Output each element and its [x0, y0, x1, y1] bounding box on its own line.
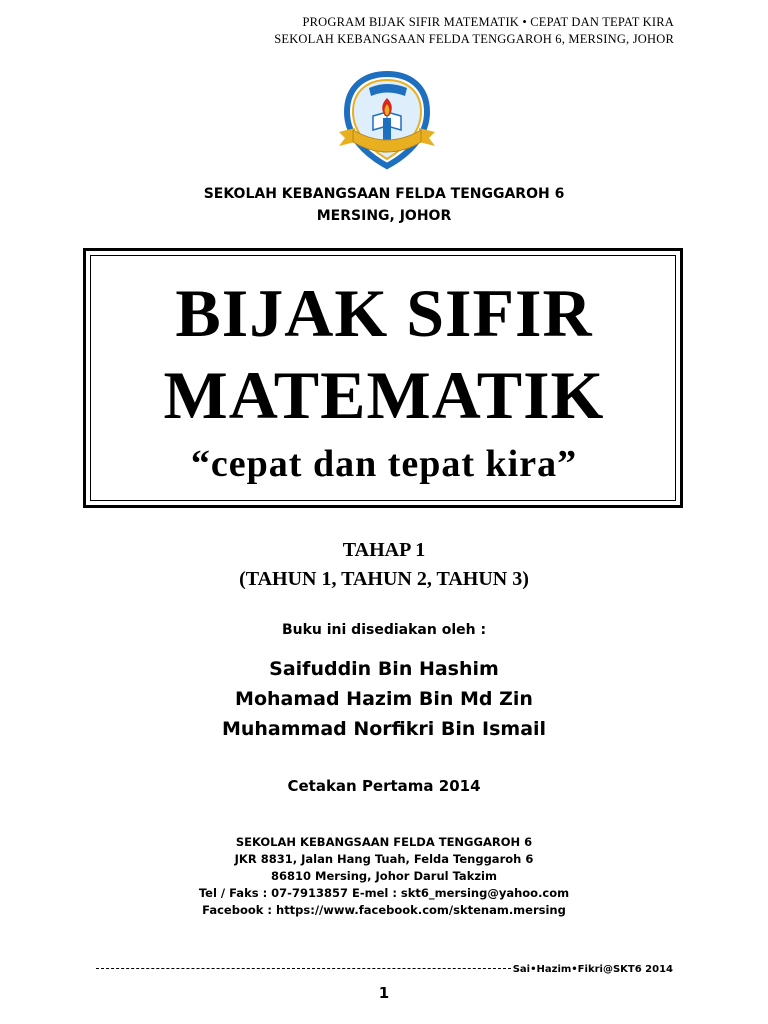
edition-note: Cetakan Pertama 2014 [287, 777, 481, 795]
running-header-line-1: PROGRAM BIJAK SIFIR MATEMATIK • CEPAT DAN TEPAT KIRA [302, 15, 674, 29]
address-facebook: Facebook : https://www.facebook.com/sktenam.mersing [202, 903, 566, 917]
prepared-by-label: Buku ini disediakan oleh : [281, 622, 487, 638]
footer-credit: Sai•Hazim•Fikri@SKT6 2014 [512, 964, 673, 975]
school-location: MERSING, JOHOR [316, 208, 452, 224]
address-contact: Tel / Faks : 07-7913857 E-mel : skt6_mersing@yahoo.com [198, 886, 570, 900]
footer-dashed-rule [96, 968, 511, 969]
book-title-line-2: MATEMATIK [163, 357, 605, 433]
author-name: Saifuddin Bin Hashim [269, 658, 499, 680]
school-crest-icon [333, 70, 441, 170]
address-postcode: 86810 Mersing, Johor Darul Takzim [271, 869, 497, 883]
author-name: Muhammad Norfikri Bin Ismail [221, 718, 547, 740]
author-name: Mohamad Hazim Bin Md Zin [235, 688, 533, 710]
address-school: SEKOLAH KEBANGSAAN FELDA TENGGAROH 6 [235, 835, 533, 849]
school-name: SEKOLAH KEBANGSAAN FELDA TENGGAROH 6 [203, 186, 565, 202]
level-stage: TAHAP 1 [342, 539, 426, 561]
address-street: JKR 8831, Jalan Hang Tuah, Felda Tenggaroh 6 [234, 852, 534, 866]
page-number: 1 [378, 984, 390, 1002]
book-tagline: “cepat dan tepat kira” [190, 443, 578, 485]
running-header-line-2: SEKOLAH KEBANGSAAN FELDA TENGGAROH 6, MERSING, JOHOR [274, 32, 674, 46]
level-years: (TAHUN 1, TAHUN 2, TAHUN 3) [239, 568, 529, 590]
book-title-line-1: BIJAK SIFIR [175, 275, 593, 351]
page-footer [96, 964, 673, 975]
